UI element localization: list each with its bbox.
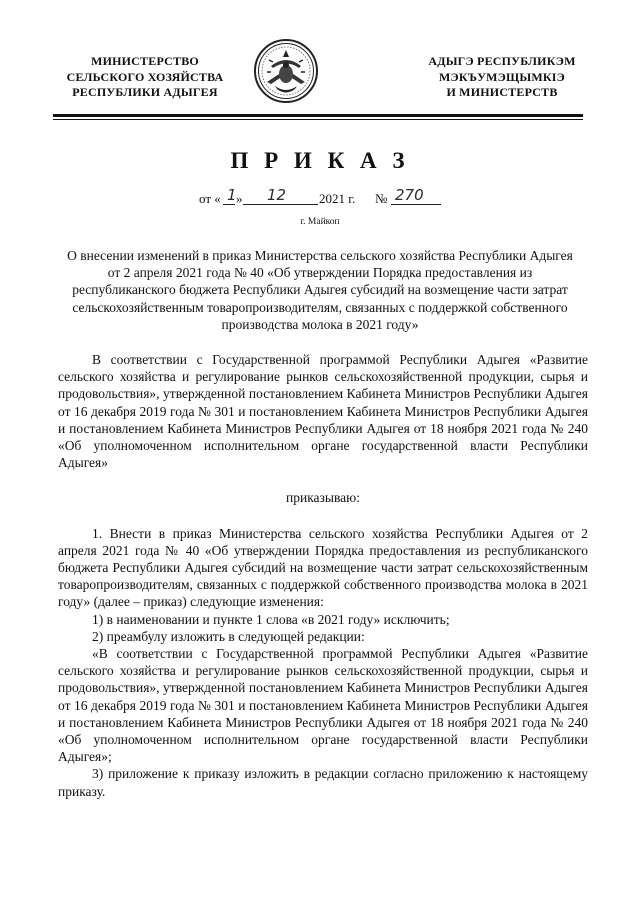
document-title: П Р И К А З xyxy=(230,148,410,173)
date-month-underline xyxy=(243,204,318,205)
date-year: 2021 г. xyxy=(319,191,356,206)
order-word: приказываю: xyxy=(286,490,360,506)
order-subject: О внесении изменений в приказ Министерства сельского хозяйства Республики Адыгея от 2 апреля 2021 года № 40 «Об утверждении Порядка предоставления из республиканского бюджета Республики Адыгея субсидий на возмещение части затрат сельскохозяйственным товаропроизводителям, связанных с поддержкой собственного производства молока в 2021 году» xyxy=(67,248,573,332)
date-day: 1 xyxy=(227,186,237,204)
header-right-line-2: МЭКЪУМЭЩЫМКIЭ xyxy=(438,69,566,84)
coat-of-arms-icon xyxy=(253,38,319,104)
date-prefix: от « xyxy=(199,191,221,206)
preamble-paragraph: В соответствии с Государственной программой Республики Адыгея «Развитие сельского хозяйства и регулирование рынков сельскохозяйственной продукции, сырья и продовольствия», утвержденной постановлением Кабинета Министров Республики Адыгея от 16 декабря 2019 года № 301 и постановлением Кабинета Министров Республики Адыгея и постановлением Кабинета Министров Республики Адыгея от 18 ноября 2021 года № 240 «Об уполномоченном исполнительном органе государственной власти Республики Адыгея» xyxy=(58,352,588,471)
order-number: 270 xyxy=(395,186,424,204)
header-right-line-3: И МИНИСТЕРСТВ xyxy=(446,85,558,99)
date-mid: » xyxy=(236,191,243,206)
item-paragraph-5: 3) приложение к приказу изложить в редакции согласно приложению к настоящему приказу. xyxy=(58,766,588,799)
header-divider-thick xyxy=(53,114,583,117)
city-name: г. Майкоп xyxy=(300,217,340,227)
date-month: 12 xyxy=(267,186,287,204)
header-left-line-2: СЕЛЬСКОГО ХОЗЯЙСТВА xyxy=(66,69,224,84)
header-left-line-3: РЕСПУБЛИКИ АДЫГЕЯ xyxy=(72,85,218,99)
ministry-name-adyghe xyxy=(402,54,602,101)
item-paragraph-2: 1) в наименовании и пункте 1 слова «в 2021 году» исключить; xyxy=(92,611,450,627)
header-left-line-1: МИНИСТЕРСТВО xyxy=(91,54,199,68)
order-number-underline xyxy=(391,204,441,205)
ministry-name-russian xyxy=(45,54,245,101)
header-divider-thin xyxy=(53,119,583,120)
item-paragraph-3: 2) преамбулу изложить в следующей редакции: xyxy=(92,628,365,644)
header-right-line-1: АДЫГЭ РЕСПУБЛИКЭМ xyxy=(428,54,576,68)
item-paragraph-1: 1. Внести в приказ Министерства сельского хозяйства Республики Адыгея от 2 апреля 2021 года № 40 «Об утверждении Порядка предоставления из республиканского бюджета Республики Адыгея субсидий на возмещение части затрат сельскохозяйственным товаропроизводителям, связанных с поддержкой собственного производства молока в 2021 году» (далее – приказ) следующие изменения: xyxy=(58,525,588,610)
order-dateline xyxy=(199,187,469,207)
item-paragraph-4: «В соответствии с Государственной программой Республики Адыгея «Развитие сельского хозяйства и регулирование рынков сельскохозяйственной продукции, сырья и продовольствия», утвержденной постановлением Кабинета Министров Республики Адыгея от 16 декабря 2019 года № 301 и постановлением Кабинета Министров Республики Адыгея и постановлением Кабинета Министров Республики Адыгея от 18 ноября 2021 года № 240 «Об уполномоченном исполнительном органе государственной власти Республики Адыгея»; xyxy=(58,646,588,765)
date-day-underline xyxy=(223,204,235,205)
order-body xyxy=(58,351,588,800)
number-sign: № xyxy=(375,191,388,206)
